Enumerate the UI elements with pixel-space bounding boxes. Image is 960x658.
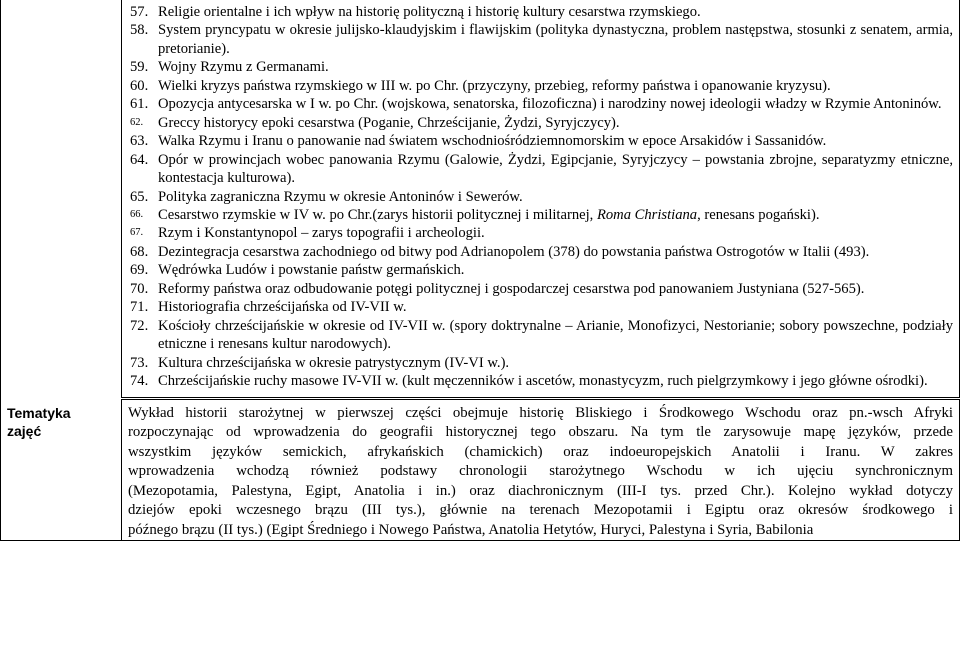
topic-text: Polityka zagraniczna Rzymu w okresie Antoninów i Sewerów. <box>158 188 523 205</box>
topic-item <box>122 224 953 242</box>
topic-number: 71. <box>130 299 149 316</box>
section-content-cell <box>122 398 960 541</box>
topic-text-part: , renesans pogański). <box>697 206 820 223</box>
topic-text: System pryncypatu w okresie julijsko-klaudyjskim i flawijskim (polityka dynastyczna, problem następstwa, stosunki z senatem, armia, pretorianie). <box>158 22 953 57</box>
paragraph-line: (Mezopotamia, Palestyna, Egipt, Anatolia i in.) oraz diachronicznym (III-I tys. przed Chr.). Kolejno wykład dotyczy <box>128 482 953 499</box>
topic-text: Opozycja antycesarska w I w. po Chr. (wojskowa, senatorska, filozoficzna) i narodziny nowej ideologii władzy w Rzymie Antoninów. <box>158 96 942 113</box>
topic-text: Rzym i Konstantynopol – zarys topografii i archeologii. <box>158 225 485 242</box>
topic-text: Kultura chrześcijańska w okresie patrystycznym (IV-VI w.). <box>158 354 510 371</box>
topic-text-part: Cesarstwo rzymskie w IV w. po Chr.(zarys historii politycznej i militarnej, <box>158 206 597 223</box>
topic-number: 69. <box>130 262 149 279</box>
topic-text: Dezintegracja cesarstwa zachodniego od bitwy pod Adrianopolem (378) do powstania państwa Ostrogotów w Italii (493). <box>158 243 870 260</box>
topic-item <box>122 21 953 58</box>
paragraph-line: dziejów epoki wczesnego brązu (III tys.), głównie na terenach Mezopotamii i Egiptu oraz okresów środkowego i <box>128 502 953 519</box>
topic-text: Walka Rzymu i Iranu o panowanie nad światem wschodniośródziemnomorskim w epoce Arsakidów i Sassanidów. <box>158 133 827 150</box>
topic-number: 68. <box>130 243 149 260</box>
topic-number: 72. <box>130 317 149 334</box>
topic-number: 73. <box>130 354 149 371</box>
topic-item <box>122 243 953 261</box>
topic-text: Chrześcijańskie ruchy masowe IV-VII w. (kult męczenników i ascetów, monastycyzm, ruch pielgrzymkowy i jego główne ośrodki). <box>158 373 928 390</box>
topic-list <box>122 0 959 397</box>
topic-item <box>122 58 953 76</box>
topic-text: Wędrówka Ludów i powstanie państw germańskich. <box>158 262 465 279</box>
topic-item <box>122 151 953 188</box>
topic-text <box>158 207 820 223</box>
topic-item <box>122 298 953 316</box>
topic-item <box>122 261 953 279</box>
topic-text: Wojny Rzymu z Germanami. <box>158 59 329 76</box>
topic-item <box>122 77 953 95</box>
section-label-line2: zajęć <box>7 423 42 440</box>
topic-number: 63. <box>130 133 149 150</box>
topic-text: Greccy historycy epoki cesarstwa (Poganie, Chrześcijanie, Żydzi, Syryjczycy). <box>158 114 620 131</box>
section-label <box>1 398 121 440</box>
topic-number: 67. <box>130 227 144 239</box>
paragraph-line: Wykład historii starożytnej w pierwszej części obejmuje historię Bliskiego i Środkowego Wschodu oraz pn.-wsch Afryki <box>128 404 953 421</box>
topics-label-cell <box>1 0 122 398</box>
topic-item <box>122 372 953 390</box>
topics-content-cell <box>122 0 960 398</box>
topic-number: 74. <box>130 373 149 390</box>
topic-text: Religie orientalne i ich wpływ na historię polityczną i historię kultury cesarstwa rzymskiego. <box>158 4 701 20</box>
topic-item <box>122 280 953 298</box>
topic-number: 62. <box>130 116 144 128</box>
topic-text: Wielki kryzys państwa rzymskiego w III w. po Chr. (przyczyny, przebieg, reformy państwa i opanowanie kryzysu). <box>158 77 831 94</box>
topic-text: Opór w prowincjach wobec panowania Rzymu (Galowie, Żydzi, Egipcjanie, Syryjczycy – powstania zbrojne, separatyzmy etniczne, kontestacja kulturowa). <box>158 151 953 187</box>
topic-item <box>122 206 953 224</box>
topic-number: 64. <box>130 151 149 168</box>
topic-item <box>122 354 953 372</box>
topic-item <box>122 3 953 21</box>
topic-number: 70. <box>130 280 149 297</box>
topic-item <box>122 132 953 150</box>
paragraph-line: późnego brązu (II tys.) (Egipt Średniego i Nowego Państwa, Anatolia Hetytów, Huryci, Palestyna i Syria, Babilonia <box>128 521 814 538</box>
topic-item <box>122 188 953 206</box>
topic-number: 61. <box>130 96 149 113</box>
topic-number: 57. <box>130 4 149 20</box>
paragraph-line: rozpoczynając od wprowadzenia do geografii historycznej tego obszaru. Na tym tle zarysowuje mapę języków, przede <box>128 424 953 441</box>
topic-text: Kościoły chrześcijańskie w okresie od IV-VII w. (spory doktrynalne – Arianie, Monofizyci, Nestorianie; sobory powszechne, podziały etniczne i renesans kultur narodowych). <box>158 317 953 353</box>
paragraph-line: wprowadzenia wchodzą również podstawy chronologii starożytnego Wschodu w ich ujęciu synchronicznym <box>128 463 953 480</box>
topic-number: 58. <box>130 22 149 39</box>
topic-item <box>122 317 953 354</box>
paragraph-line: wszystkim języków semickich, afrykańskich (chamickich) oraz indoeuropejskich Anatolii i Iranu. W zakres <box>128 443 953 460</box>
topic-text-italic: Roma Christiana <box>596 206 698 223</box>
topic-text: Historiografia chrześcijańska od IV-VII w. <box>158 299 407 316</box>
topic-text: Reformy państwa oraz odbudowanie potęgi politycznej i gospodarczej cesarstwa pod panowaniem Justyniana (527-565). <box>158 280 865 297</box>
topic-number: 65. <box>130 188 149 205</box>
topic-number: 59. <box>130 59 149 76</box>
topic-item <box>122 95 953 113</box>
topic-number: 66. <box>130 208 144 220</box>
section-row <box>1 398 960 541</box>
section-label-line1: Tematyka <box>7 405 71 422</box>
topic-item <box>122 114 953 132</box>
topics-row <box>1 0 960 398</box>
section-label-cell <box>1 398 122 541</box>
section-paragraph <box>122 400 959 541</box>
topic-number: 60. <box>130 77 149 94</box>
